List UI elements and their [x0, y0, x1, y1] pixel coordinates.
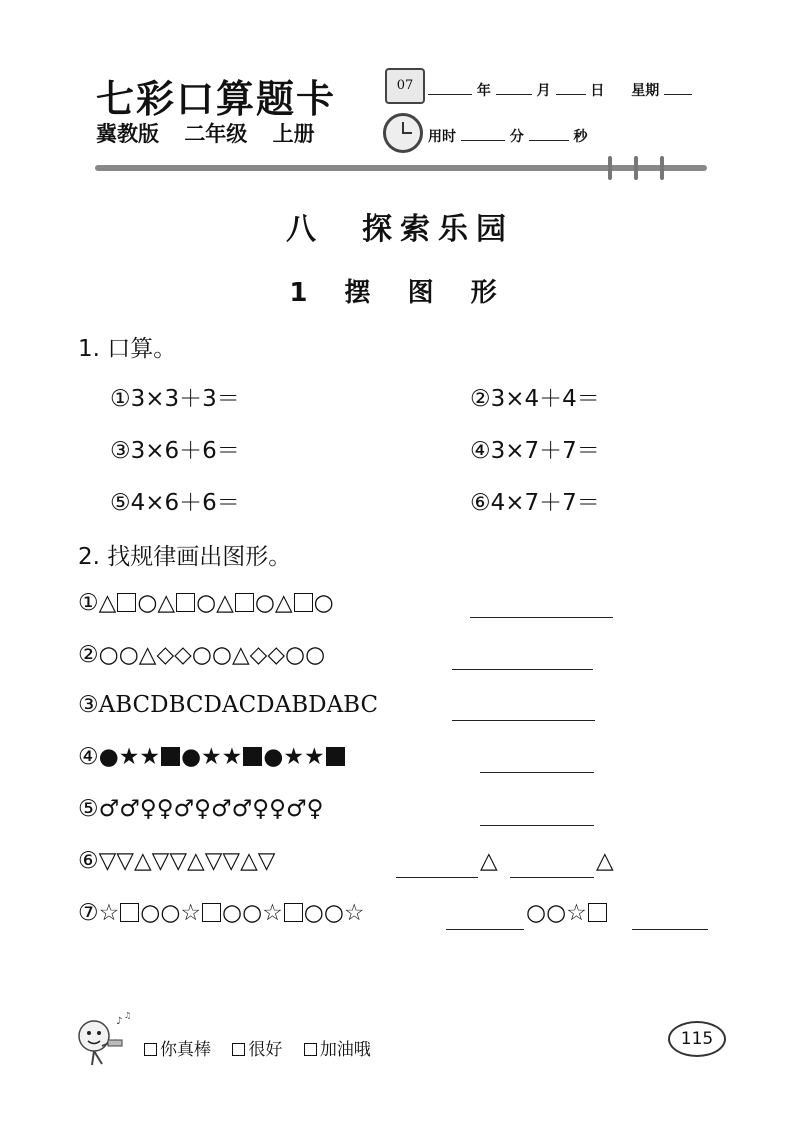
answer-blank-5[interactable] — [480, 825, 594, 826]
answer-blank-2[interactable] — [452, 669, 593, 670]
binder-ring-icon — [634, 156, 638, 180]
time-used-label: 用时 — [428, 129, 456, 145]
pattern-row-5: ⑤♂♂♀♀♂♀♂♂♀♀♂♀ — [78, 796, 324, 822]
answer-blank-3[interactable] — [452, 720, 595, 721]
square-shape — [294, 593, 313, 612]
row-number: ④ — [78, 744, 99, 770]
q1-prompt: 1. 口算。 — [78, 336, 177, 362]
calendar-icon — [385, 68, 425, 104]
row-number: ① — [78, 590, 99, 616]
brand-logo: 七彩口算题卡 — [96, 77, 337, 121]
rating-option-keep-going[interactable]: 加油哦 — [304, 1040, 371, 1060]
q1-item-4: ④3×7＋7＝ — [470, 438, 600, 464]
binder-ring-icon — [660, 156, 664, 180]
calendar-day: 07 — [396, 78, 414, 93]
filled-square-shape — [326, 747, 345, 766]
filled-square-shape — [243, 747, 262, 766]
pattern-row-2: ②○○△◇◇○○△◇◇○○ — [78, 642, 326, 668]
year-blank[interactable] — [428, 80, 472, 95]
day-blank[interactable] — [556, 80, 586, 95]
square-shape — [235, 593, 254, 612]
square-shape — [284, 903, 303, 922]
weekday-label: 星期 — [631, 83, 660, 99]
square-shape — [588, 903, 607, 922]
row-7-middle: ○○☆ — [526, 900, 587, 926]
minutes-label: 分 — [509, 129, 524, 145]
edition-publisher: 冀教版 — [96, 122, 159, 146]
q1-item-2: ②3×4＋4＝ — [470, 386, 600, 412]
rating-option-good[interactable]: 很好 — [232, 1040, 282, 1060]
month-label: 月 — [536, 83, 551, 99]
answer-blank-4[interactable] — [480, 772, 594, 773]
year-label: 年 — [476, 83, 491, 99]
rating-option-great[interactable]: 你真棒 — [144, 1040, 211, 1060]
answer-blank-7b[interactable] — [632, 929, 708, 930]
seconds-blank[interactable] — [529, 126, 569, 141]
mascot-icon — [72, 1010, 130, 1068]
page-number: 115 — [668, 1021, 726, 1057]
square-shape — [120, 903, 139, 922]
pattern-row-6-part-b: △ — [480, 848, 498, 874]
answer-blank-7a[interactable] — [446, 929, 524, 930]
q1-item-6: ⑥4×7＋7＝ — [470, 490, 600, 516]
rating-options — [144, 1035, 371, 1060]
q2-prompt: 2. 找规律画出图形。 — [78, 544, 292, 570]
pattern-row-7-part-b — [526, 900, 608, 926]
pattern-row-7: ⑦☆ ○○☆ ○○☆ ○○☆ — [78, 900, 365, 926]
square-shape — [176, 593, 195, 612]
section-title: 1 摆 图 形 — [289, 278, 511, 308]
binder-ring-icon — [608, 156, 612, 180]
svg-text:♪: ♪ — [116, 1016, 123, 1027]
square-shape — [117, 593, 136, 612]
month-blank[interactable] — [496, 80, 532, 95]
edition-info — [96, 118, 333, 148]
header-divider — [95, 165, 707, 171]
pattern-row-6: ⑥▽▽△▽▽△▽▽△▽ — [78, 848, 276, 874]
pattern-row-3: ③ABCDBCDACDABDABC — [78, 692, 379, 718]
day-label: 日 — [590, 83, 605, 99]
answer-blank-1[interactable] — [470, 617, 613, 618]
filled-square-shape — [161, 747, 180, 766]
square-shape — [202, 903, 221, 922]
answer-blank-6b[interactable] — [510, 877, 594, 878]
pattern-row-1: ①△ ○△ ○△ ○△ ○ — [78, 590, 334, 616]
chapter-title: 八 探索乐园 — [286, 212, 514, 247]
checkbox-icon[interactable] — [304, 1043, 317, 1056]
svg-text:♫: ♫ — [124, 1011, 132, 1020]
checkbox-icon[interactable] — [144, 1043, 157, 1056]
time-line — [428, 126, 588, 146]
answer-blank-6a[interactable] — [396, 877, 478, 878]
q1-item-1: ①3×3＋3＝ — [110, 386, 240, 412]
edition-grade: 二年级 — [184, 122, 248, 146]
pattern-row-4: ④●★★ ●★★ ●★★ — [78, 744, 346, 770]
pattern-row-6-part-c: △ — [596, 848, 614, 874]
seconds-label: 秒 — [573, 129, 588, 145]
q1-item-3: ③3×6＋6＝ — [110, 438, 240, 464]
clock-icon — [383, 113, 423, 153]
edition-volume: 上册 — [272, 122, 315, 146]
date-line — [428, 80, 692, 100]
weekday-blank[interactable] — [664, 80, 692, 95]
q1-item-5: ⑤4×6＋6＝ — [110, 490, 240, 516]
row-number: ⑦ — [78, 900, 99, 926]
minutes-blank[interactable] — [461, 126, 505, 141]
checkbox-icon[interactable] — [232, 1043, 245, 1056]
